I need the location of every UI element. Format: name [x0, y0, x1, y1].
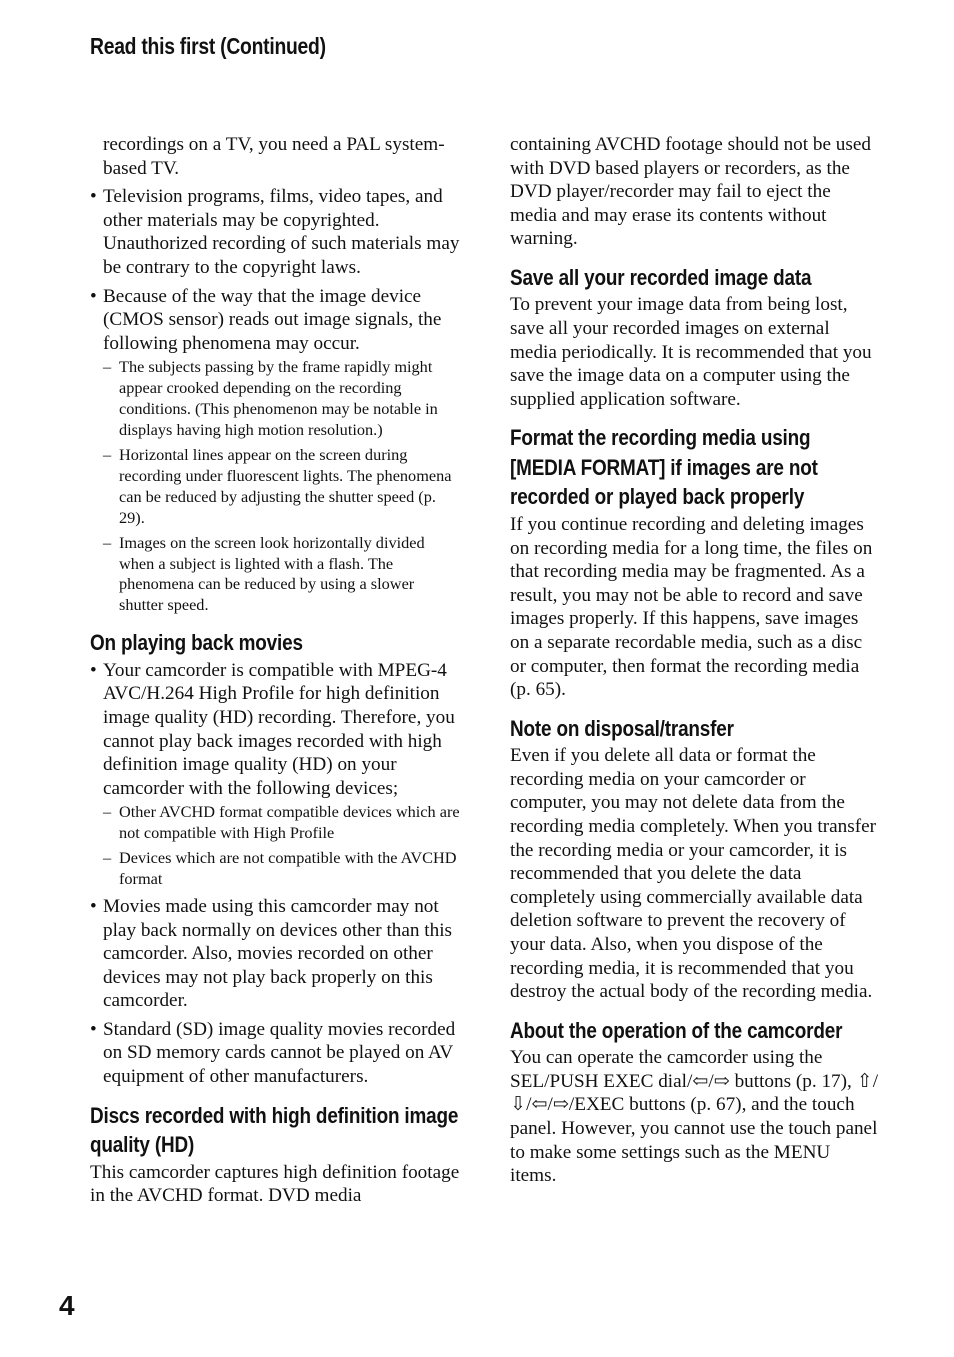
- right-column: [510, 133, 880, 1188]
- page-number: 4: [59, 1290, 75, 1321]
- sub-item: – Other AVCHD format compatible devices which are not compatible with High Profile: [103, 802, 460, 844]
- heading-discs: Discs recorded with high definition image quality (HD): [90, 1102, 459, 1158]
- bullet-cmos-text: Because of the way that the image device (CMOS sensor) reads out image signals, the following phenomena may occur.: [103, 285, 442, 354]
- heading-playback: On playing back movies: [90, 630, 303, 656]
- sub-item: – Images on the screen look horizontally divided when a subject is lighted with a flash. The phenomena can be reduced by using a slower shutter speed.: [103, 533, 460, 617]
- sub-item: – The subjects passing by the frame rapidly might appear crooked depending on the recording conditions. (This phenomenon may be notable in displays having high motion resolution.): [103, 357, 460, 441]
- page-header: Read this first (Continued): [90, 33, 326, 59]
- disposal-text: Even if you delete all data or format the recording media on your camcorder or computer, you may not delete data from the recording media completely. When you transfer the recording media or your camcorder, it is recommended that you delete the data completely using commercially available data deletion software to prevent the recovery of your data. Also, when you dispose of the recording media, it is recommended that you destroy the actual body of the recording media.: [510, 745, 877, 1003]
- bullet-copyright: [90, 185, 460, 279]
- discs-continuation: containing AVCHD footage should not be used with DVD based players or recorders, as the DVD player/recorder may fail to eject the media and may erase its contents without warning.: [510, 134, 871, 250]
- bullet-playback-other-devices: [90, 895, 460, 1013]
- heading-disposal: Note on disposal/transfer: [510, 715, 734, 741]
- cmos-sub-list: [103, 357, 460, 616]
- bullet-playback-sd: [90, 1018, 460, 1089]
- bullet-cmos: [90, 285, 460, 617]
- heading-format: Format the recording media using [MEDIA FORMAT] if images are not recorded or played back properly: [510, 425, 818, 510]
- left-column: [90, 133, 460, 1208]
- sub-item: – Horizontal lines appear on the screen during recording under fluorescent lights. The phenomena can be reduced by adjusting the shutter speed (p. 29).: [103, 445, 460, 529]
- save-text: To prevent your image data from being lost, save all your recorded images on external media periodically. It is recommended that you save the image data on a computer using the supplied application software.: [510, 294, 872, 410]
- bullet-playback-other-devices-text: Movies made using this camcorder may not play back normally on devices other than this camcorder. Also, movies recorded on other devices may not play back properly on this camcorder.: [103, 895, 453, 1012]
- discs-text: This camcorder captures high definition footage in the AVCHD format. DVD media: [90, 1161, 460, 1207]
- bullet-playback-compatible-text: Your camcorder is compatible with MPEG-4 AVC/H.264 High Profile for high definition image quality (HD) recording. Therefore, you cannot play back images recorded with high definition image quality (HD) on your camcorder with the following devices;: [103, 659, 455, 799]
- bullet-playback-sd-text: Standard (SD) image quality movies recorded on SD memory cards cannot be played on AV equipment of other manufacturers.: [103, 1018, 456, 1088]
- format-text: If you continue recording and deleting images on recording media for a long time, the files on that recording media may be fragmented. As a result, you may not be able to record and save images properly. If this happens, save images on a separate recordable media, such as a disc or computer, then format the recording media (p. 65).: [510, 513, 873, 701]
- sub-item: – Devices which are not compatible with the AVCHD format: [103, 848, 460, 890]
- bullet-copyright-text: Television programs, films, video tapes, and other materials may be copyrighted. Unauthorized recording of such materials may be contrary to the copyright laws.: [103, 186, 460, 278]
- heading-save: Save all your recorded image data: [510, 264, 812, 290]
- intro-continuation: recordings on a TV, you need a PAL system-based TV.: [103, 134, 445, 179]
- playback-sub-list: [103, 802, 460, 890]
- operation-text: You can operate the camcorder using the SEL/PUSH EXEC dial/⇦/⇨ buttons (p. 17), ⇧/⇩/⇦/⇨/EXEC buttons (p. 67), and the touch panel. However, you cannot use the touch panel to make some settings such as the MENU items.: [510, 1047, 879, 1187]
- bullet-playback-compatible: [90, 659, 460, 890]
- heading-operation: About the operation of the camcorder: [510, 1017, 843, 1043]
- playback-bullet-list: [90, 659, 460, 1089]
- intro-bullet-list: [90, 185, 460, 616]
